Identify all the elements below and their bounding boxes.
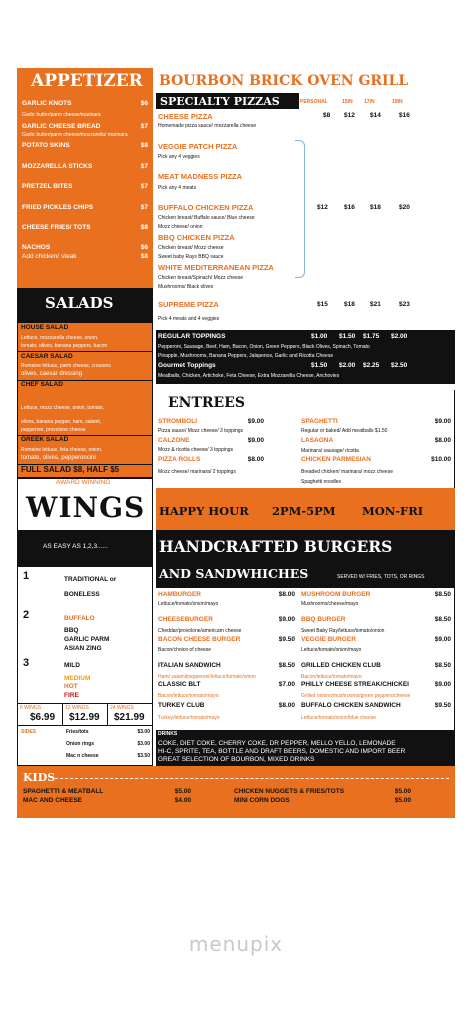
kids-label: KIDS [23, 771, 56, 784]
appetizer-item: CHEESE FRIES/ TOTS $8 [22, 224, 148, 231]
pizza-desc: Pick any 4 meats [158, 185, 197, 191]
menu-page: APPETIZER GARLIC KNOTS $6 Garlic butter/parm cheese/marinara GARLIC CHEESE BREAD $7 Garlic butter/parm cheese/mozzarella/ marinara POTATO SKINS $8 MOZZARELLA STICKS $7 PRETZEL BITES $7 FRIED PICKLES CHIPS $7 CHEESE FRIES/ TOTS $8 NACHOS $6 Add chicken/ steak $8 BOURBON BRICK OVEN GRILL SPECIALTY PIZZAS PERSONAL 15IN 17IN 19IN CHEESE PIZZA Homemade pizza sauce/ mozzarella cheese $8 $12 $14 $16 VEGGIE PATCH PIZZA Pick any 4 veggies MEAT MADNESS PIZZA Pick any 4 meats BUFFALO CHICKEN PIZZA Chicken breast/ Buffalo sauce/ Blue cheese Mozz cheese/ onion $12 $16 $18 $20 BBQ CHICKEN PIZZA Chicken breast/ Mozz cheese Sweet baby Rays BBQ sauce WHITE MEDITERRANEAN PIZZA Chicken breast/Spinach/ Mozz cheese Mushrooms/ Black olives SUPREME PIZZA Pick 4 meats and 4 veggies $15 $18 $21 $23 SALADS HOUSE SALAD Lettuce, mozzarella cheese, onion, tomato, olives, banana peppers, bacon CAESAR SALAD Romaine lettuce, parm cheese, croutons olives, caesar dressing CHEF SALAD Lettuce, mozz cheese, onion, tomato, olives, banana pepper, ham, salami, pepperoni, provolone cheese GREEK SALAD Romaine lettuce, feta cheese, onion, tomato, olives, pepperoncini FULL SALAD $8, HALF $5 AWARD WINNING WINGS AS EASY AS 1,2,3...... 1 TRADITIONAL or BONELESS 2 BUFFALO BBQ GARLIC PARM ASIAN ZING 3 MILD MEDIUM HOT FIRE 6 WINGS $6.99 12 WINGS $12.99 24 WINGS $21.99 SIDES Fries/tots $3.00 Onion rings $3.00 Mac n cheese $3.50 REGULAR TOPPINGS $1.00 $1.50 $1.75 $2.00 Pepperoni, Sausage, Beef, Ham, Bacon, Onion, Green Peppers, Black Olives, Spinach, Tomato Pinapple, Mushrooms, Banana Peppers, Jalapenos, Garlic and Ricotta Cheese Gourmet Toppings $1.50 $2.00 $2.25 $2.50 Meatballs, Chicken, Artichoke, Feta Cheese, Extra Mozzarella Cheese, Anchovies ENTREES STROMBOLI $9.00 Pizza sauce/ Mozz cheese/ 3 toppings CALZONE $9.00 Mozz & ricotta cheese/ 3 toppings PIZZA ROLLS $8.00 Mozz cheese/ marinara/ 2 toppings SPAGHETTI $9.00 Regular or baked/ Add meatballs $1.50 LASAGNA $8.00 Marinara/ sausage/ ricotta CHICKEN PARMESIAN $10.00 Breaded chicken/ marinara/ mozz cheese Spaghetti noodles HAPPY HOUR 2PM-5PM MON-FRI HANDCRAFTED BURGERS AND SANDWHICHES SERVED W/ FRIES, TOTS, OR RINGS HAMBURGER $8.00 Lettuce/tomato/onion/mayo CHEESEBURGER $9.00 Cheddar/provolone/americam cheese BACON CHEESE BURGER $9.50 Bacon/choice of cheese ITALIAN SANDWICH $8.50 Ham/ salami/pepperoni/lettuce/tomato/onion CLASSIC BLT $7.00 Bacon/lettuce/tomato/mayo TURKEY CLUB $8.00 Turkey/lettuce/tomato/mayo MUSHROOM BURGER $8.50 Mushrooms/cheese/mayo BBQ BURGER $8.50 Sweet Baby Ray/lettuce/tomato/onion VEGGIE BURGER $9.00 Lettuce/tomato/onion/mayo GRILLED CHICKEN CLUB $8.50 Bacon/lettuce/tomato/mayo PHILLY CHEESE STREAK/CHICKEI $9.00 Grilled onions/mushrooms/green peppers/cheese BUFFALO CHICKEN SANDWICH $9.50 Lettuce/tomato/onion/blue cheese DRINKS COKE, DIET COKE, CHERRY COKE, DR PEPPER, MELLO YELLO, LEMONADE HI-C, SPRITE, TEA, BOTTLE AND DRAFT BEERS, DOMESTIC AND IMPORT BEER GREAT SELECTION OF BOURBON, MIXED DRINKS KIDS SPAGHETTI & MEATBALL $5.00 MAC AND CHEESE $4.00 CHICKEN NUGGETS & FRIES/TOTS $5.00 MINI CORN DOGS $5.00 [17, 68, 455, 818]
salad-desc: olives, caesar dressing [21, 371, 83, 377]
burger-desc: Lettuce/tomato/onion/blue cheese [301, 715, 377, 721]
drinks-list: COKE, DIET COKE, CHERRY COKE, DR PEPPER, MELLO YELLO, LEMONADE [158, 740, 396, 747]
appetizer-item-desc: Garlic butter/parm cheese/mozzarella/ marinara [22, 132, 128, 138]
burger-desc: Cheddar/provolone/americam cheese [158, 628, 242, 634]
happy-hour-bar [156, 488, 455, 530]
restaurant-title: BOURBON BRICK OVEN GRILL [159, 73, 409, 89]
sides-section [17, 726, 153, 766]
kids-item: MAC AND CHEESE $4.00 [23, 797, 191, 804]
entree-desc: Breaded chicken/ marinara/ mozz cheese [301, 469, 393, 475]
wings-price-cell [18, 704, 63, 725]
burger-desc: Bacon/lettuce/tomato/mayo [301, 674, 362, 680]
wings-step-number: 2 [23, 609, 30, 621]
wings-header [17, 478, 153, 531]
pizza-desc: Sweet baby Rays BBQ sauce [158, 254, 224, 260]
wings-option: MILD [64, 662, 80, 669]
pizza-desc: Mozz cheese/ onion [158, 224, 203, 230]
burger-desc: Lettuce/tomato/onion/mayo [158, 601, 219, 607]
drinks-list: HI-C, SPRITE, TEA, BOTTLE AND DRAFT BEERS, DOMESTIC AND IMPORT BEER [158, 748, 406, 755]
toppings-section: REGULAR TOPPINGS $1.00 $1.50 $1.75 $2.00 Pepperoni, Sausage, Beef, Ham, Bacon, Onion, Green Peppers, Black Olives, Spinach, Tomato Pinapple, Mushrooms, Banana Peppers, Jalapenos, Garlic and Ricotta Cheese Gourmet Toppings $1.50 $2.00 $2.25 $2.50 Meatballs, Chicken, Artichoke, Feta Cheese, Extra Mozzarella Cheese, Anchovies [156, 330, 455, 384]
burgers-header [156, 530, 455, 588]
entrees-section [156, 390, 455, 488]
happy-hour-days: MON-FRI [362, 504, 424, 518]
wings-option: ASIAN ZING [64, 645, 102, 652]
salad-price: FULL SALAD $8, HALF $5 [21, 465, 120, 474]
burger-desc: Grilled onions/mushrooms/green peppers/cheese [301, 693, 411, 699]
salad-desc: Romaine lettuce, feta cheese, onion, [21, 447, 103, 453]
wings-step-number: 3 [23, 657, 30, 669]
wings-count-label: 12 WINGS [65, 705, 89, 711]
salad-desc: pepperoni, provolone cheese [21, 427, 86, 433]
entree-item: PIZZA ROLLS $8.00 [158, 456, 264, 463]
burger-desc: Bacon/choice of cheese [158, 647, 212, 653]
entrees-title: ENTREES [168, 395, 245, 411]
burger-desc: Bacon/lettuce/tomato/mayo [158, 693, 219, 699]
burger-item: CHEESEBURGER $9.00 [158, 616, 295, 623]
salads-section [17, 322, 153, 478]
drinks-list: GREAT SELECTION OF BOURBON, MIXED DRINKS [158, 756, 315, 763]
salad-desc: Lettuce, mozz cheese, onion, tomato, [21, 405, 105, 411]
salads-header [17, 288, 153, 322]
wings-price-cell [63, 704, 108, 725]
appetizer-title: APPETIZER [31, 71, 143, 91]
salad-desc: olives, banana pepper, ham, salami, [21, 419, 102, 425]
appetizer-item: Add chicken/ steak $8 [22, 253, 148, 260]
wings-prices [17, 704, 153, 726]
burger-desc: Lettuce/tomato/onion/mayo [301, 647, 362, 653]
award-winning-label: AWARD WINNING [56, 479, 111, 486]
side-item: Fries/tots $3.00 [66, 729, 150, 735]
toppings-list: Pinapple, Mushrooms, Banana Peppers, Jalapenos, Garlic and Ricotta Cheese [158, 353, 334, 359]
side-item: Onion rings $3.00 [66, 741, 150, 747]
burger-item: ITALIAN SANDWICH $8.50 [158, 662, 295, 669]
entree-item: SPAGHETTI $9.00 [301, 418, 451, 425]
appetizer-item: GARLIC CHEESE BREAD $7 [22, 123, 148, 130]
toppings-list: Pepperoni, Sausage, Beef, Ham, Bacon, Onion, Green Peppers, Black Olives, Spinach, Tomato [158, 344, 370, 350]
salad-name: CAESAR SALAD [21, 353, 73, 360]
salad-name: CHEF SALAD [21, 381, 63, 388]
appetizer-item-desc: Garlic butter/parm cheese/marinara [22, 112, 101, 118]
watermark-logo: menupix [188, 932, 284, 956]
entree-desc: Marinara/ sausage/ ricotta [301, 448, 359, 454]
wings-count-price: $21.99 [114, 712, 145, 723]
burgers-title: HANDCRAFTED BURGERS [159, 537, 393, 556]
entree-item: CALZONE $9.00 [158, 437, 264, 444]
kids-section [17, 766, 455, 818]
burgers-served-note: SERVED W/ FRIES, TOTS, OR RINGS [337, 574, 425, 580]
wings-count-price: $12.99 [69, 712, 100, 723]
pizza-desc: Chicken breast/ Mozz cheese [158, 245, 224, 251]
appetizer-item: FRIED PICKLES CHIPS $7 [22, 204, 148, 211]
burger-item: TURKEY CLUB $8.00 [158, 702, 295, 709]
wings-steps [17, 566, 153, 704]
wings-count-price: $6.99 [30, 712, 56, 723]
appetizer-item: NACHOS $6 [22, 244, 148, 251]
wings-tagline-bar [17, 531, 153, 566]
entree-item: CHICKEN PARMESIAN $10.00 [301, 456, 451, 463]
kids-item: CHICKEN NUGGETS & FRIES/TOTS $5.00 [234, 788, 411, 795]
burger-item: HAMBURGER $8.00 [158, 591, 295, 598]
wings-count-label: 6 WINGS [20, 705, 42, 711]
entree-item: LASAGNA $8.00 [301, 437, 451, 444]
entree-desc: Mozz cheese/ marinara/ 2 toppings [158, 469, 236, 475]
burger-desc: Ham/ salami/pepperoni/lettuce/tomato/onion [158, 674, 256, 680]
burger-item: BACON CHEESE BURGER $9.50 [158, 636, 295, 643]
wings-option: BONELESS [64, 591, 100, 598]
drinks-label: DRINKS [158, 731, 178, 737]
burger-desc: Turkey/lettuce/tomato/mayo [158, 715, 220, 721]
appetizer-section [17, 68, 153, 288]
pizza-name: BUFFALO CHICKEN PIZZA [158, 203, 254, 212]
wings-price-cell [108, 704, 154, 725]
appetizer-item: GARLIC KNOTS $6 [22, 100, 148, 107]
wings-step-number: 1 [23, 570, 30, 582]
toppings-label: Gourmet Toppings [158, 362, 216, 369]
wings-option: BUFFALO [64, 615, 95, 622]
kids-item: MINI CORN DOGS $5.00 [234, 797, 411, 804]
pizza-desc: Homemade pizza sauce/ mozzarella cheese [158, 123, 257, 129]
burger-item: VEGGIE BURGER $9.00 [301, 636, 451, 643]
kids-item: SPAGHETTI & MEATBALL $5.00 [23, 788, 191, 795]
wings-option: MEDIUM [64, 675, 91, 682]
pizza-name: CHEESE PIZZA [158, 112, 213, 121]
burger-item: MUSHROOM BURGER $8.50 [301, 591, 451, 598]
toppings-list: Meatballs, Chicken, Artichoke, Feta Cheese, Extra Mozzarella Cheese, Anchovies [158, 373, 340, 379]
pizza-name: SUPREME PIZZA [158, 300, 219, 309]
pizza-desc: Chicken breast/Spinach/ Mozz cheese [158, 275, 244, 281]
entree-desc: Spaghetti noodles [301, 479, 342, 485]
salad-desc: tomato, olives, pepperoncini [21, 455, 96, 461]
burger-item: BBQ BURGER $8.50 [301, 616, 451, 623]
happy-hour-label: HAPPY HOUR [159, 504, 249, 518]
wings-option: GARLIC PARM [64, 636, 110, 643]
pizza-desc: Pick 4 meats and 4 veggies [158, 316, 220, 322]
pizza-name: MEAT MADNESS PIZZA [158, 172, 243, 181]
pizza-desc: Chicken breast/ Buffalo sauce/ Blue cheese [158, 215, 255, 221]
salad-desc: Romaine lettuce, parm cheese, croutons [21, 363, 111, 369]
pizzas-title: SPECIALTY PIZZAS [156, 93, 299, 109]
wings-option: BBQ [64, 627, 79, 634]
entree-item: STROMBOLI $9.00 [158, 418, 264, 425]
pizza-name: VEGGIE PATCH PIZZA [158, 142, 238, 151]
pizza-group-bracket [295, 140, 305, 278]
pizza-name: BBQ CHICKEN PIZZA [158, 233, 235, 242]
appetizer-item: PRETZEL BITES $7 [22, 183, 148, 190]
burgers-section [156, 588, 455, 730]
pizza-desc: Pick any 4 veggies [158, 154, 200, 160]
salad-desc: tomato, olives, banana peppers, bacon [21, 343, 108, 349]
side-item: Mac n cheese $3.50 [66, 753, 150, 759]
wings-option: HOT [64, 683, 78, 690]
toppings-label: REGULAR TOPPINGS [158, 333, 226, 340]
burger-item: BUFFALO CHICKEN SANDWICH $9.50 [301, 702, 451, 709]
sides-label: SIDES [21, 729, 37, 735]
salad-desc: Lettuce, mozzarella cheese, onion, [21, 335, 99, 341]
pizza-name: WHITE MEDITERRANEAN PIZZA [158, 263, 274, 272]
burger-desc: Sweet Baby Ray/lettuce/tomato/onion [301, 628, 385, 634]
salad-name: HOUSE SALAD [21, 324, 69, 331]
pizza-desc: Mushrooms/ Black olives [158, 284, 214, 290]
entree-desc: Pizza sauce/ Mozz cheese/ 3 toppings [158, 428, 244, 434]
burger-item: GRILLED CHICKEN CLUB $8.50 [301, 662, 451, 669]
wings-option: TRADITIONAL or [64, 576, 117, 583]
burger-desc: Mushrooms/cheese/mayo [301, 601, 359, 607]
appetizer-item: MOZZARELLA STICKS $7 [22, 163, 148, 170]
burger-item: PHILLY CHEESE STREAK/CHICKEI $9.00 [301, 681, 451, 688]
salads-title: SALADS [45, 294, 114, 312]
kids-divider [55, 778, 449, 779]
happy-hour-time: 2PM-5PM [272, 504, 336, 518]
appetizer-item: POTATO SKINS $8 [22, 142, 148, 149]
salad-divider [18, 351, 152, 352]
wings-title: WINGS [26, 491, 146, 524]
entree-desc: Regular or baked/ Add meatballs $1.50 [301, 428, 388, 434]
wings-option: FIRE [64, 692, 79, 699]
wings-tagline: AS EASY AS 1,2,3...... [43, 543, 108, 550]
burgers-subtitle: AND SANDWHICHES [159, 566, 309, 581]
wings-count-label: 24 WINGS [110, 705, 134, 711]
entree-desc: Mozz & ricotta cheese/ 3 toppings [158, 447, 234, 453]
drinks-section [156, 730, 455, 766]
salad-name: GREEK SALAD [21, 436, 69, 443]
burger-item: CLASSIC BLT $7.00 [158, 681, 295, 688]
